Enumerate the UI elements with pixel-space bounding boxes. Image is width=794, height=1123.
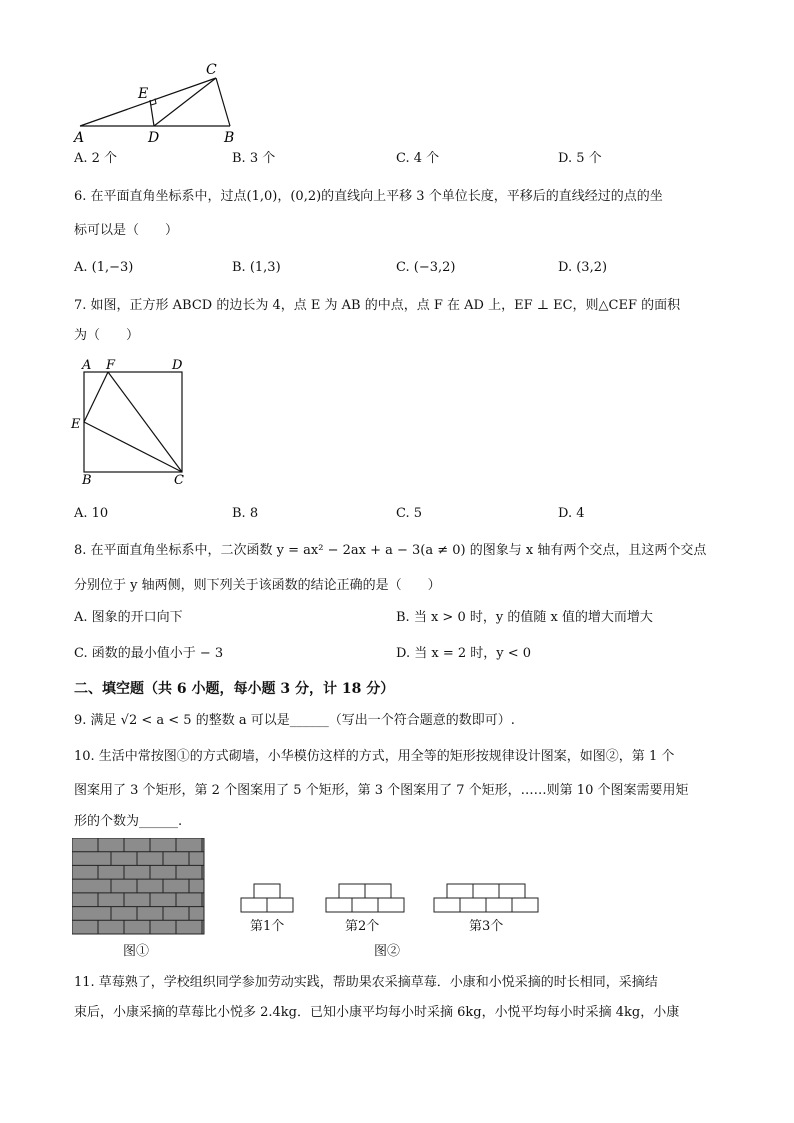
q7-option-c: C. 5 — [396, 506, 423, 521]
q5-option-b: B. 3 个 — [232, 151, 276, 166]
q6-text-line1: 6. 在平面直角坐标系中，过点(1,0)，(0,2)的直线向上平移 3 个单位长度，平移后的直线经过的点的坐 — [74, 189, 663, 204]
pattern-label-1: 第1个 — [250, 919, 285, 934]
q10-text-line3: 形的个数为______. — [74, 814, 183, 829]
q7-option-b: B. 8 — [232, 506, 259, 521]
q10-text-line2: 图案用了 3 个矩形，第 2 个图案用了 5 个矩形，第 3 个图案用了 7 个矩形，……则第 10 个图案需要用矩 — [74, 783, 689, 798]
fig1-caption: 图① — [123, 944, 150, 959]
label-D: D — [148, 130, 160, 146]
q8-option-d: D. 当 x = 2 时，y < 0 — [396, 646, 532, 661]
q6-option-c: C. (−3,2) — [396, 260, 456, 275]
q7-text-line1: 7. 如图，正方形 ABCD 的边长为 4，点 E 为 AB 的中点，点 F 在 AD 上，EF ⊥ EC，则△CEF 的面积 — [74, 298, 681, 313]
q6-option-d: D. (3,2) — [558, 260, 608, 275]
q7-option-d: D. 4 — [558, 506, 585, 521]
label-E: E — [71, 417, 81, 432]
pattern-figures — [238, 880, 544, 914]
label-D: D — [172, 358, 183, 373]
q8-option-c: C. 函数的最小值小于 − 3 — [74, 646, 224, 661]
q5-triangle-figure — [70, 58, 250, 146]
label-C: C — [206, 62, 217, 78]
section-heading: 二、填空题（共 6 小题，每小题 3 分，计 18 分） — [74, 681, 395, 697]
fig2-caption: 图② — [374, 944, 401, 959]
label-C: C — [174, 473, 184, 488]
q9-text: 9. 满足 √2 < a < 5 的整数 a 可以是______（写出一个符合题意的数即可）. — [74, 713, 515, 728]
label-A: A — [74, 130, 85, 146]
q11-text-line1: 11. 草莓熟了，学校组织同学参加劳动实践，帮助果农采摘草莓．小康和小悦采摘的时长相同，采摘结 — [74, 975, 658, 990]
q5-option-d: D. 5 个 — [558, 151, 602, 166]
q6-option-b: B. (1,3) — [232, 260, 281, 275]
q6-text-line2: 标可以是（ ） — [74, 223, 179, 238]
q8-option-a: A. 图象的开口向下 — [74, 610, 183, 625]
q11-text-line2: 束后，小康采摘的草莓比小悦多 2.4kg．已知小康平均每小时采摘 6kg，小悦平均每小时采摘 4kg，小康 — [74, 1005, 680, 1020]
q8-text-line2: 分别位于 y 轴两侧，则下列关于该函数的结论正确的是（ ） — [74, 578, 441, 593]
q5-option-c: C. 4 个 — [396, 151, 440, 166]
label-B: B — [224, 130, 235, 146]
label-F: F — [106, 358, 116, 373]
label-A: A — [82, 358, 92, 373]
q10-text-line1: 10. 生活中常按图①的方式砌墙，小华模仿这样的方式，用全等的矩形按规律设计图案，如图②，第 1 个 — [74, 749, 675, 764]
q7-option-a: A. 10 — [74, 506, 109, 521]
brick-wall-figure — [72, 838, 206, 936]
q8-text-line1: 8. 在平面直角坐标系中，二次函数 y = ax² − 2ax + a − 3(a ≠ 0) 的图象与 x 轴有两个交点，且这两个交点 — [74, 543, 707, 558]
q8-option-b: B. 当 x > 0 时，y 的值随 x 值的增大而增大 — [396, 610, 653, 625]
label-E: E — [138, 86, 149, 102]
q7-text-line2: 为（ ） — [74, 328, 140, 343]
pattern-label-3: 第3个 — [469, 919, 504, 934]
pattern-label-2: 第2个 — [345, 919, 380, 934]
q7-square-figure — [68, 356, 192, 488]
q5-option-a: A. 2 个 — [74, 151, 118, 166]
q6-option-a: A. (1,−3) — [74, 260, 134, 275]
label-B: B — [82, 473, 92, 488]
